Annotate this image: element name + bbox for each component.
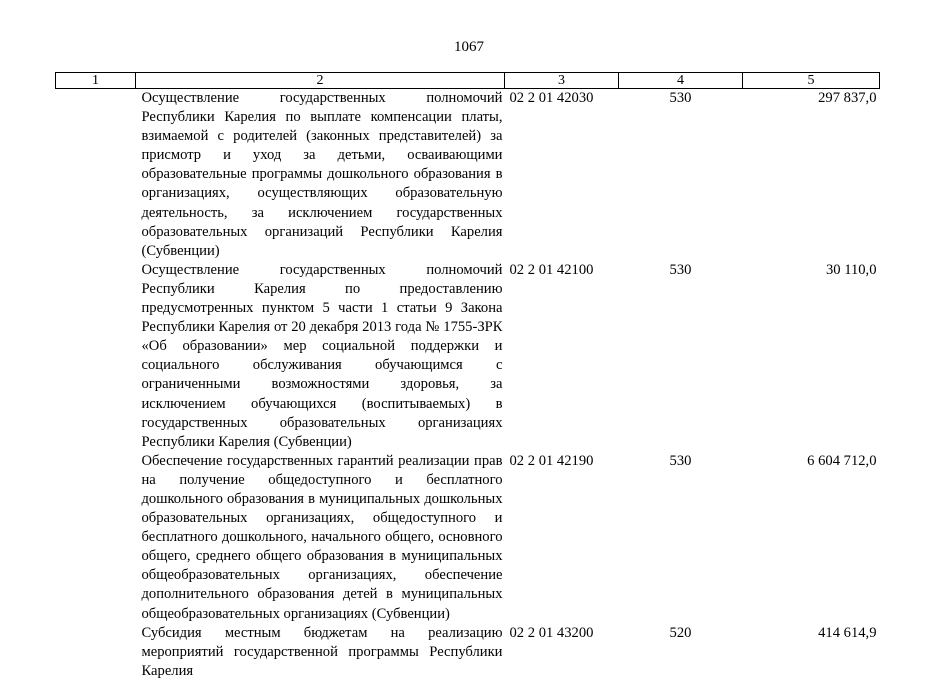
row-code: 02 2 01 42100 [509, 261, 594, 278]
row-description: Субсидия местным бюджетам на реализацию мероприятий государственной программы Республики Карелия [141, 624, 503, 679]
row-description: Осуществление государственных полномочий Республики Карелия по предоставлению предусмотренных пунктом 5 части 1 статьи 9 Закона Республики Карелия от 20 декабря 2013 года № 1755-ЗРК «Об образовании» мер социальной поддержки и социального обслуживания обучающимся с ограниченными возможностями здоровья, за исключением обучающихся (воспитываемых) в государственных образовательных организациях Республики Карелия (Субвенции) [141, 261, 503, 450]
row-type: 520 [669, 624, 692, 641]
row-type: 530 [669, 261, 692, 278]
row-amount: 414 614,9 [818, 624, 877, 641]
row-description: Осуществление государственных полномочий Республики Карелия по выплате компенсации платы, взимаемой с родителей (законных представителей) за присмотр и уход за детьми, осваивающими образовательные программы дошкольного образования в организациях, осуществляющих образовательную деятельность, за исключением государственных образовательных организаций Республики Карелия (Субвенции) [141, 90, 503, 259]
page-number: 1067 [454, 39, 484, 55]
empty-cell [56, 624, 136, 662]
header-row [56, 73, 880, 89]
column-header-5: 5 [743, 73, 880, 89]
row-amount: 6 604 712,0 [807, 452, 877, 469]
column-header-1: 1 [56, 73, 136, 89]
column-header-4: 4 [619, 73, 743, 89]
empty-cell [56, 89, 136, 261]
table-row [56, 261, 880, 452]
row-code: 02 2 01 42030 [509, 90, 594, 106]
row-amount: 297 837,0 [818, 90, 877, 106]
column-header-2: 2 [136, 73, 505, 89]
row-description-cell [136, 624, 505, 679]
table-row [56, 624, 880, 662]
table-row [56, 452, 880, 624]
row-code: 02 2 01 42190 [509, 452, 594, 469]
row-code: 02 2 01 43200 [509, 624, 594, 641]
empty-cell [56, 452, 136, 624]
row-type: 530 [669, 452, 692, 469]
row-amount: 30 110,0 [825, 261, 877, 278]
table-row [56, 89, 880, 261]
column-header-3: 3 [505, 73, 619, 89]
budget-table [55, 72, 880, 679]
row-type: 530 [669, 90, 692, 106]
row-description: Обеспечение государственных гарантий реализации прав на получение общедоступного и бесплатного дошкольного образования в муниципальных дошкольных образовательных организациях, общедоступного и бесплатного дошкольного, начального общего, основного общего, среднего общего образования в муниципальных общеобразовательных организациях, обеспечение дополнительного образования детей в муниципальных общеобразовательных организациях (Субвенции) [141, 452, 503, 622]
empty-cell [56, 261, 136, 452]
